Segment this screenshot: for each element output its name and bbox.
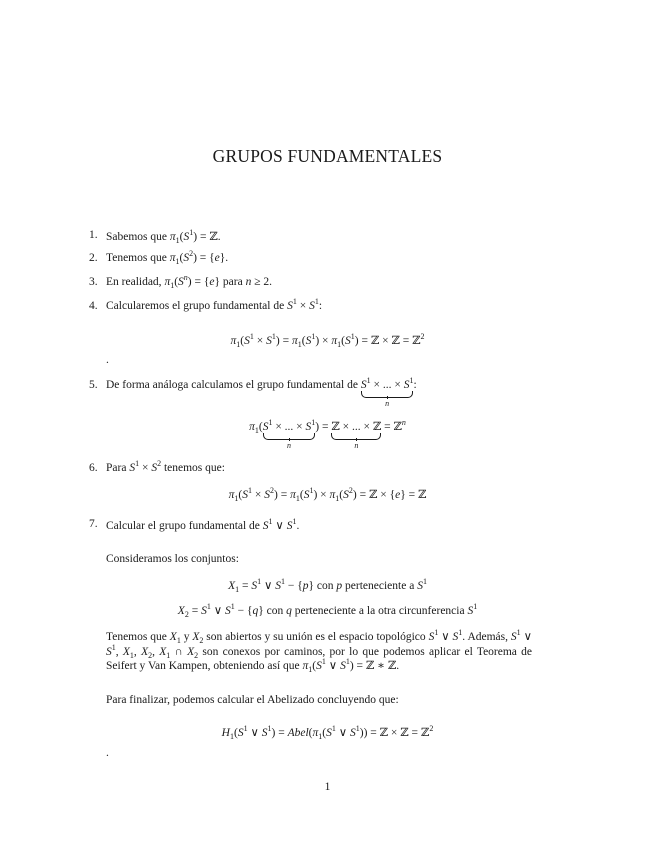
document-title: GRUPOS FUNDAMENTALES	[212, 146, 443, 166]
page-number: 1	[324, 781, 331, 793]
item-number-3: 3.	[89, 276, 98, 288]
item-2-text: Tenemos que $\pi_1(S^2) = \{e\}$.	[106, 249, 229, 266]
consider-text: Consideramos los conjuntos:	[106, 553, 239, 565]
item-number-1: 1.	[89, 229, 98, 241]
item-number-2: 2.	[89, 252, 98, 264]
item-number-7: 7.	[89, 518, 98, 530]
equation-x2: $X_2 = S^1$ ∨ $S^1 - \{q\}$ con q perteneciente a la otra circunferencia $S^1$	[177, 602, 478, 619]
item-6-text: Para $S^1 \times S^2$ tenemos que:	[106, 459, 225, 474]
item-number-5: 5.	[89, 379, 98, 391]
item-3-text: En realidad, $\pi_1(S^n) = \{e\}$ para n ≥ 2.	[106, 273, 272, 290]
underbrace-label: n	[385, 399, 390, 408]
equation-x1: $X_1 = S^1$ ∨ $S^1 - \{p\}$ con p perteneciente a $S^1$	[228, 577, 427, 594]
period-mark-1: .	[106, 354, 109, 366]
item-4-text: Calcularemos el grupo fundamental de $S^1 \times S^1$:	[106, 297, 323, 312]
item-1-text: Sabemos que $\pi_1(S^1)$ = ℤ.	[106, 228, 221, 245]
equation-4: $\pi_1(S^1 \times S^1) = \pi_1(S^1) \times \pi_1(S^1)$ = ℤ × ℤ = ℤ$^2$	[230, 332, 425, 349]
item-5-text: De forma análoga calculamos el grupo fundamental de $S^1$ × ... × $S^1$ n :	[106, 376, 417, 408]
underbrace-group: $S^1$ × ... × $S^1$ n	[360, 376, 414, 408]
seifert-van-kampen-paragraph: Tenemos que $X_1$ y $X_2$ son abiertos y su unión es el espacio topológico $S^1$ ∨ $S^1$. Además, $S^1$ ∨ $S^1$, $X_1$, $X_2$, $X_1$ ∩ $X_2$ son conexos por caminos, por lo que podemos aplicar el Teorema de Seifert y Van Kampen, obteniendo así que $\pi_1(S^1$ ∨ $S^1$) = ℤ ∗ ℤ.	[106, 628, 533, 674]
equation-5: $\pi_1(S^1$ × ... × $S^1$ n ) = ℤ × ... × ℤ n = ℤ$^n$	[249, 418, 406, 450]
item-number-6: 6.	[89, 462, 98, 474]
period-mark-2: .	[106, 747, 109, 759]
finalize-text: Para finalizar, podemos calcular el Abelizado concluyendo que:	[106, 694, 399, 706]
equation-h1: $H_1(S^1$ ∨ $S^1$) = $Abel(\pi_1(S^1$ ∨ $S^1$)) = ℤ × ℤ = ℤ$^2$	[221, 724, 434, 741]
equation-6: $\pi_1(S^1 \times S^2) = \pi_1(S^1) \times \pi_1(S^2)$ = ℤ × {e} = ℤ	[228, 486, 427, 503]
item-number-4: 4.	[89, 300, 98, 312]
item-7-text: Calcular el grupo fundamental de $S^1$ ∨ $S^1$.	[106, 517, 300, 532]
